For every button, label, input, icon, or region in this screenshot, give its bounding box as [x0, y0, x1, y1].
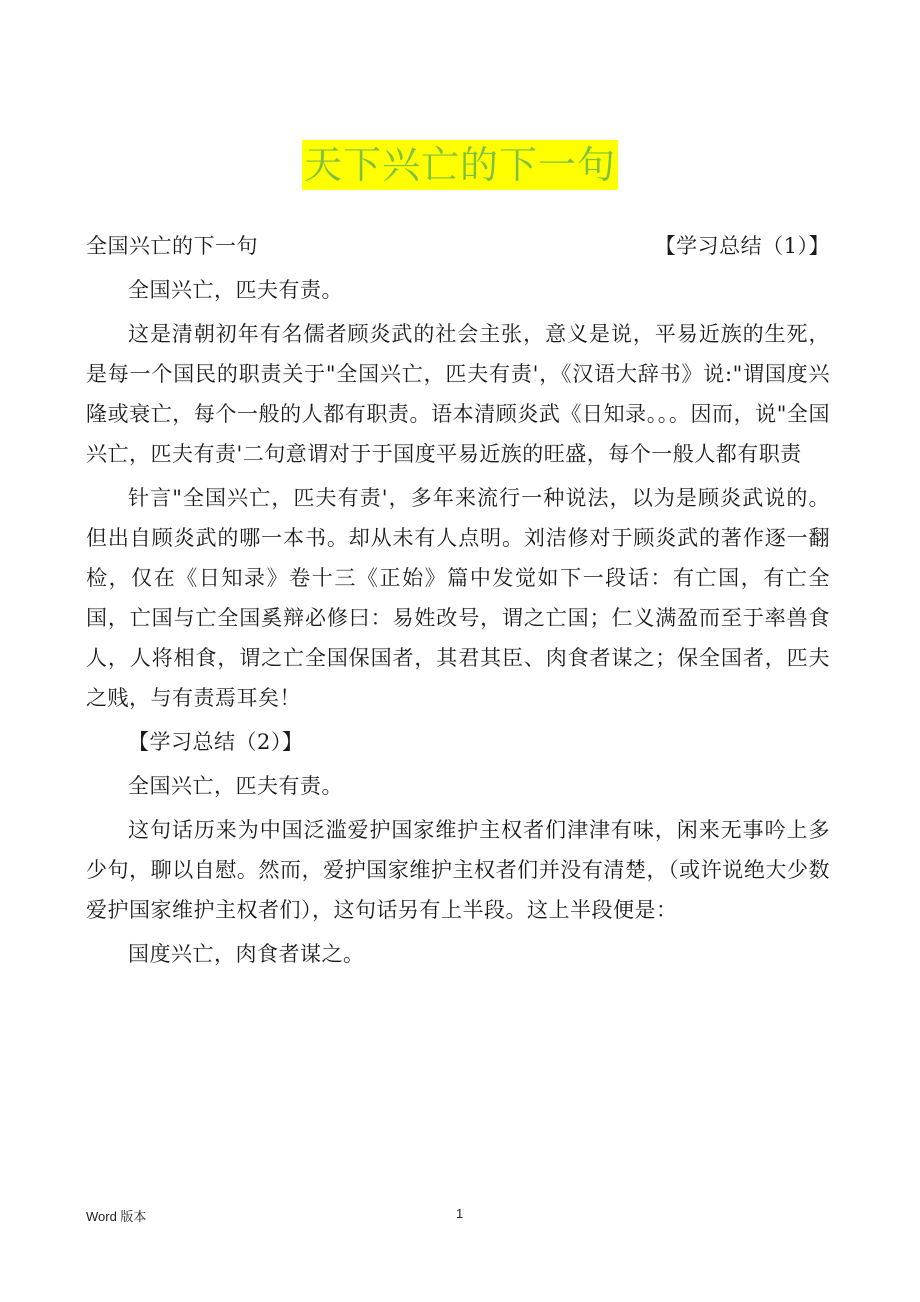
heading-right: 【学习总结（1）】 [654, 234, 830, 258]
heading-row [86, 226, 830, 266]
paragraph: 这是清朝初年有名儒者顾炎武的社会主张，意义是说，平易近族的生死，是每一个国民的职责关于"全国兴亡，匹夫有责'，《汉语大辞书》说:"谓国度兴隆或衰亡，每个一般的人都有职责。语本清顾炎武《日知录。。。因而，说"全国兴亡，匹夫有责'二句意谓对于于国度平易近族的旺盛，每个一般人都有职责 [86, 322, 830, 466]
paragraph: 针言"全国兴亡，匹夫有责'，多年来流行一种说法，以为是顾炎武说的。但出自顾炎武的哪一本书。却从未有人点明。刘洁修对于顾炎武的著作逐一翻检，仅在《日知录》卷十三《正始》篇中发觉如下一段话：有亡国，有亡全国，亡国与亡全国奚辩必修曰：易姓改号，谓之亡国；仁义满盈而至于率兽食人，人将相食，谓之亡全国保国者，其君其臣、肉食者谋之；保全国者，匹夫之贱，与有责焉耳矣！ [86, 486, 830, 710]
document-title: 天下兴亡的下一句 [302, 140, 618, 190]
paragraph: 全国兴亡，匹夫有责。 [128, 774, 343, 798]
footer-label: Word 版本 [86, 1209, 147, 1224]
document-body [86, 226, 830, 978]
paragraph: 国度兴亡，肉食者谋之。 [128, 942, 365, 966]
section-heading: 【学习总结（2）】 [128, 730, 304, 754]
paragraph: 这句话历来为中国泛滥爱护国家维护主权者们津津有味，闲来无事吟上多少句，聊以自慰。然而，爱护国家维护主权者们并没有清楚，（或许说绝大少数爱护国家维护主权者们），这句话另有上半段。这上半段便是： [86, 818, 830, 922]
heading-left: 全国兴亡的下一句 [86, 234, 258, 258]
title-container [0, 140, 920, 190]
paragraph: 全国兴亡，匹夫有责。 [128, 278, 343, 302]
page-number: 1 [456, 1206, 464, 1221]
